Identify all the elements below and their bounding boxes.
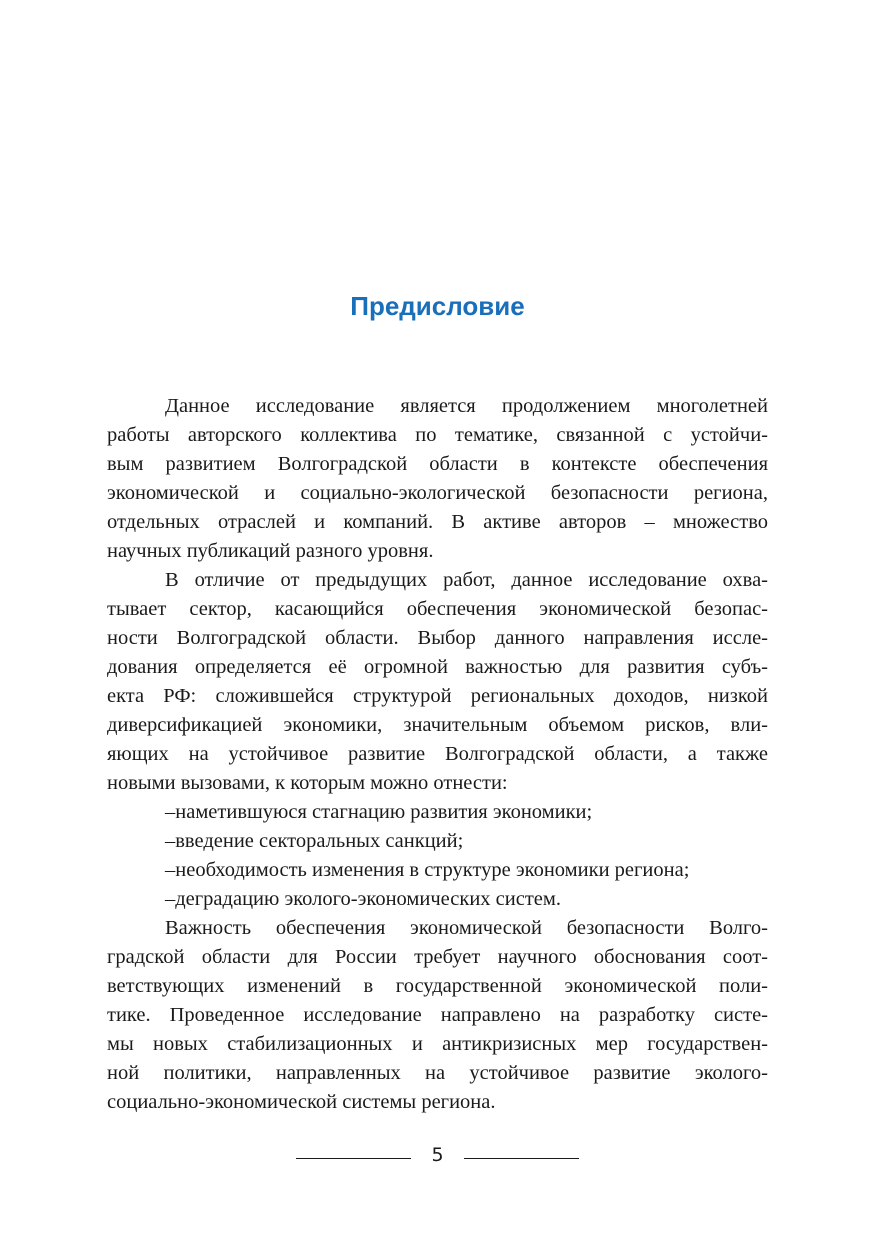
page-number: 5 — [431, 1144, 444, 1166]
list-item — [107, 885, 768, 914]
list-item-text: введение секторальных санкций; — [175, 830, 464, 852]
text-line: дования определяется её огромной важностью для развития субъ- — [107, 656, 768, 678]
bullet-list — [107, 798, 768, 914]
list-item-text: наметившуюся стагнацию развития экономики; — [175, 801, 593, 823]
text-line: яющих на устойчивое развитие Волгоградской области, а также — [107, 743, 768, 765]
list-item-text: необходимость изменения в структуре экономики региона; — [175, 859, 690, 881]
text-line: диверсификацией экономики, значительным объемом рисков, вли- — [107, 714, 768, 736]
dash-marker: – — [165, 830, 176, 852]
text-line: тывает сектор, касающийся обеспечения экономической безопас- — [107, 598, 768, 620]
body-text — [107, 392, 768, 1117]
text-line: вым развитием Волгоградской области в контексте обеспечения — [107, 453, 768, 475]
paragraph-3 — [107, 914, 768, 1117]
text-line: ности Волгоградской области. Выбор данного направления иссле- — [107, 627, 768, 649]
text-line: В отличие от предыдущих работ, данное исследование охва- — [165, 569, 768, 591]
footer-rule-right — [464, 1158, 579, 1159]
text-line: научных публикаций разного уровня. — [107, 540, 434, 562]
dash-marker: – — [165, 888, 176, 910]
list-item-text: деградацию эколого-экономических систем. — [175, 888, 561, 910]
list-item — [107, 798, 768, 827]
footer-rule-left — [296, 1158, 411, 1159]
text-line: Данное исследование является продолжением многолетней — [165, 395, 768, 417]
text-line: новыми вызовами, к которым можно отнести: — [107, 772, 508, 794]
page-title: Предисловие — [350, 291, 525, 321]
text-line: ветствующих изменений в государственной экономической поли- — [107, 975, 768, 997]
page-footer — [0, 1140, 875, 1170]
text-line: градской области для России требует научного обоснования соот- — [107, 946, 768, 968]
dash-marker: – — [165, 801, 176, 823]
text-line: мы новых стабилизационных и антикризисных мер государствен- — [107, 1033, 768, 1055]
text-line: социально-экономической системы региона. — [107, 1091, 496, 1113]
dash-marker: – — [165, 859, 176, 881]
list-item — [107, 827, 768, 856]
text-line: ной политики, направленных на устойчивое развитие эколого- — [107, 1062, 768, 1084]
text-line: Важность обеспечения экономической безопасности Волго- — [165, 917, 768, 939]
text-line: отдельных отраслей и компаний. В активе авторов – множество — [107, 511, 768, 533]
paragraph-1 — [107, 392, 768, 566]
text-line: тике. Проведенное исследование направлено на разработку систе- — [107, 1004, 768, 1026]
list-item — [107, 856, 768, 885]
text-line: работы авторского коллектива по тематике, связанной с устойчи- — [107, 424, 768, 446]
paragraph-2 — [107, 566, 768, 798]
text-line: екта РФ: сложившейся структурой региональных доходов, низкой — [107, 685, 768, 707]
text-line: экономической и социально-экологической безопасности региона, — [107, 482, 768, 504]
